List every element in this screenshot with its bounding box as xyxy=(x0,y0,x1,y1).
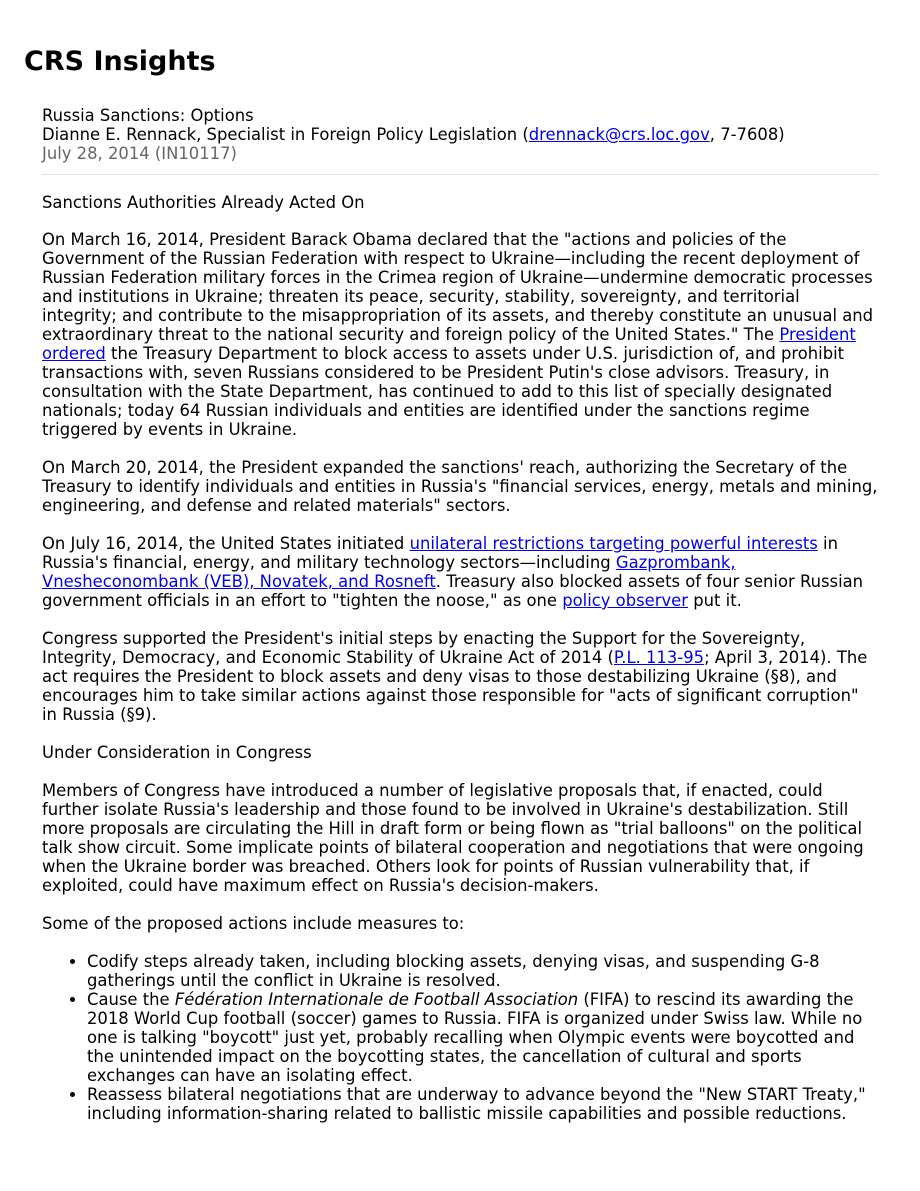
paragraph-text: Congress supported the President's initial steps by enacting the Support for the Sovereignty, Integrity, Democracy, and Economic Stability of Ukraine Act of 2014 ( xyxy=(42,629,806,667)
report-title: Russia Sanctions: Options xyxy=(42,106,254,125)
header-divider xyxy=(42,174,878,175)
president-ordered-link[interactable]: President ordered xyxy=(42,325,856,363)
paragraph-proposed-actions-intro: Some of the proposed actions include measures to: xyxy=(42,914,465,933)
report-date: July 28, 2014 (IN10117) xyxy=(42,144,237,163)
paragraph-text: put it. xyxy=(688,591,742,610)
author-email-link[interactable]: drennack@crs.loc.gov xyxy=(528,125,710,144)
policy-observer-link[interactable]: policy observer xyxy=(562,591,688,610)
paragraph-text: On July 16, 2014, the United States initiated xyxy=(42,534,410,553)
proposed-actions-list xyxy=(42,952,878,1123)
author-line xyxy=(42,125,878,144)
paragraph-congress-support xyxy=(42,629,878,724)
paragraph-text: the Treasury Department to block access to assets under U.S. jurisdiction of, and prohibit transactions with, seven Russians considered to be President Putin's close advisors. Treasury, in consultation with the State Department, has continued to add to this list of specially designated nationals; today 64 Russian individuals and entities are identified under the sanctions regime triggered by events in Ukraine. xyxy=(42,344,845,439)
list-item: • Codify steps already taken, including blocking assets, denying visas, and suspending G-8 gatherings until the conflict in Ukraine is resolved. xyxy=(87,952,878,990)
paragraph-july-16 xyxy=(42,534,878,610)
author-suffix: , 7-7608) xyxy=(709,125,785,144)
section-heading-already-acted: Sanctions Authorities Already Acted On xyxy=(42,193,365,212)
paragraph-members-of-congress: Members of Congress have introduced a number of legislative proposals that, if enacted, could further isolate Russia's leadership and those found to be involved in Ukraine's destabilization. Still more proposals are circulating the Hill in draft form or being flown as "trial balloons" on the political talk show circuit. Some implicate points of bilateral cooperation and negotiations that were ongoing when the Ukraine border was breached. Others look for points of Russian vulnerability that, if exploited, could have maximum effect on Russia's decision-makers. xyxy=(42,781,864,895)
section-heading-under-consideration: Under Consideration in Congress xyxy=(42,743,312,762)
page-title: CRS Insights xyxy=(24,46,216,77)
paragraph-text: On March 16, 2014, President Barack Obama declared that the "actions and policies of the Government of the Russian Federation with respect to Ukraine—including the recent deployment of Russian Federation military forces in the Crimea region of Ukraine—undermine democratic processes and institutions in Ukraine; threaten its peace, security, stability, sovereignty, and territorial integrity; and contribute to the misappropriation of its assets, and thereby constitute an unusual and extraordinary threat to the national security and foreign policy of the United States." The xyxy=(42,230,874,344)
paragraph-march-16 xyxy=(42,230,878,439)
gazprombank-link[interactable]: Gazprombank, Vnesheconombank (VEB), Novatek, and Rosneft xyxy=(42,553,736,591)
list-item: • Reassess bilateral negotiations that are underway to advance beyond the "New START Treaty," including information-sharing related to ballistic missile capabilities and possible reductions. xyxy=(87,1085,878,1123)
paragraph-text: ; April 3, 2014). The act requires the President to block assets and deny visas to those destabilizing Ukraine (§8), and encourages him to take similar actions against those responsible for "acts of significant corruption" in Russia (§9). xyxy=(42,648,868,724)
article-body xyxy=(42,106,878,1123)
paragraph-text: in Russia's financial, energy, and military technology sectors—including xyxy=(42,534,838,572)
public-law-link[interactable]: P.L. 113-95 xyxy=(613,648,705,667)
list-item-text: Cause the xyxy=(87,990,175,1009)
paragraph-text: . Treasury also blocked assets of four senior Russian government officials in an effort to "tighten the noose," as one xyxy=(42,572,864,610)
list-item xyxy=(87,990,878,1085)
author-prefix: Dianne E. Rennack, Specialist in Foreign Policy Legislation ( xyxy=(42,125,529,144)
paragraph-march-20: On March 20, 2014, the President expanded the sanctions' reach, authorizing the Secretary of the Treasury to identify individuals and entities in Russia's "financial services, energy, metals and mining, engineering, and defense and related materials" sectors. xyxy=(42,458,878,515)
fifa-full-name: Fédération Internationale de Football Association xyxy=(174,990,579,1009)
list-item-text: (FIFA) to rescind its awarding the 2018 World Cup football (soccer) games to Russia. FIFA is organized under Swiss law. While no one is talking "boycott" just yet, probably recalling when Olympic events were boycotted and the unintended impact on the boycotting states, the cancellation of cultural and sports exchanges can have an isolating effect. xyxy=(87,990,863,1085)
unilateral-restrictions-link[interactable]: unilateral restrictions targeting powerful interests xyxy=(409,534,818,553)
